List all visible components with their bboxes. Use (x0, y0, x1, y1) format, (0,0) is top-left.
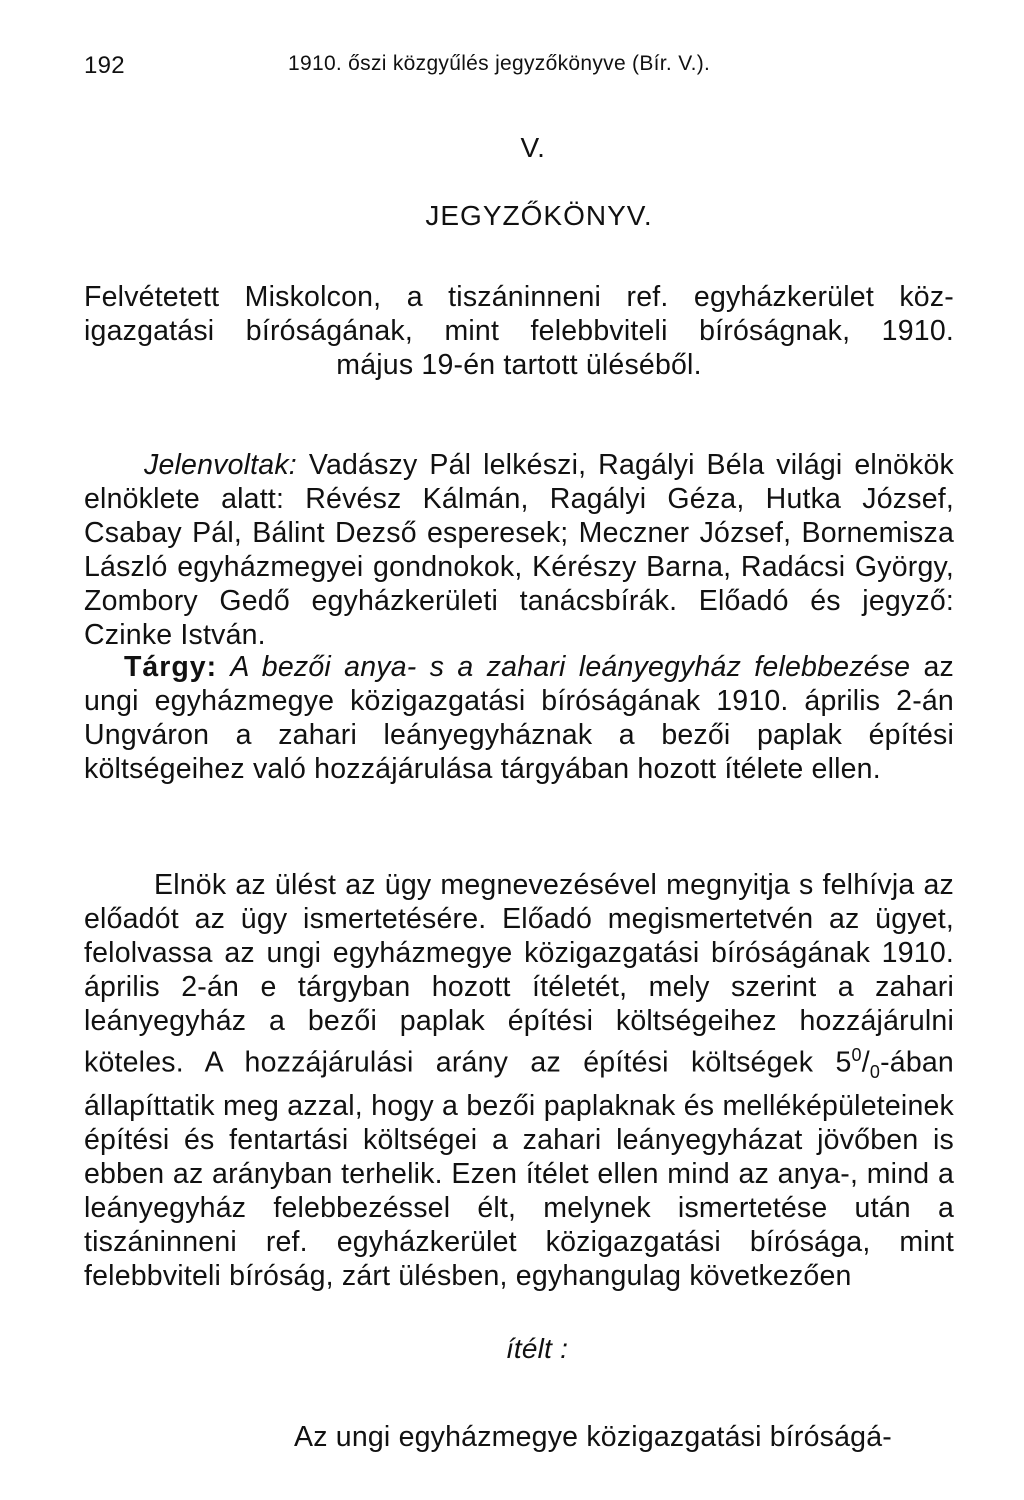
subject-paragraph (84, 650, 954, 786)
subject-label: Tárgy: (124, 651, 218, 683)
attendees-paragraph (84, 448, 954, 652)
attendees-label: Jelenvoltak: (144, 449, 297, 481)
verdict-heading: ítélt : (505, 1333, 569, 1364)
record-line: május 19-én tartott üléséből. (336, 349, 702, 381)
page-number: 192 (84, 52, 125, 79)
page-header (84, 52, 1024, 86)
proceedings-text-b: -ában állapíttatik meg azzal, hogy a bezői paplaknak és melléképületeinek építési és fentartási költségei a zahari leányegyházat jövőben is ebben az arányban terhelik. Ezen ítélet ellen mind az anya-, mind a leányegyház felebbezéssel élt, melynek ismertetése után a tiszáninneni ref. egyházkerület közigazgatási bírósága, mint felebbviteli bíróság, zárt ülésben, egyhangulag következően (84, 1046, 954, 1293)
running-head: 1910. őszi közgyűlés jegyzőkönyve (Bír. V.). (288, 52, 711, 75)
permille-slash: / (861, 1046, 870, 1079)
proceedings-text-a: Elnök az ülést az ügy megnevezésével megnyitja s felhívja az előadót az ügy ismertetésére. Előadó megismertetvén az ügyet, felolvassa az ungi egyházmegye közigazgatási bíróságának 1910. április 2-án e tárgyban hozott ítéletét, mely szerint a zahari leányegyház a bezői paplak építési költségeihez hozzájárulni köteles. A hozzájárulási arány az építési költségek 5 (84, 869, 954, 1079)
attendees-text: Vadászy Pál lelkészi, Ragályi Béla világi elnökök elnöklete alatt: Révész Kálmán, Ragályi Géza, Hutka József, Csabay Pál, Bálint Dezső esperesek; Meczner József, Bornemisza László egyházmegyei gondnokok, Kérészy Barna, Radácsi György, Zombory Gedő egyházkerületi tanácsbírák. Előadó és jegyző: Czinke István. (84, 449, 955, 651)
subject-italic-title: A bezői anya- s a zahari leányegyház felebbezése (230, 651, 911, 683)
permille-sub: 0 (869, 1062, 881, 1083)
record-line: igazgatási bíróságának, mint felebbviteli bíróságnak, 1910. (84, 315, 954, 347)
closing-line: Az ungi egyházmegye közigazgatási bíróságá- (294, 1421, 892, 1453)
document-title: JEGYZŐKÖNYV. (425, 200, 653, 231)
record-line: Felvétetett Miskolcon, a tiszáninneni ref. egyházkerület köz- (84, 281, 954, 313)
proceedings-paragraph (84, 868, 954, 1293)
section-number: V. (520, 132, 546, 163)
subject-text: az ungi egyházmegye közigazgatási bíróságának 1910. április 2-án Ungváron a zahari leányegyháznak a bezői paplak építési költségeihez való hozzájárulása tárgyában hozott ítélete ellen. (84, 651, 954, 785)
record-heading (84, 280, 954, 382)
permille-sup: 0 (851, 1045, 862, 1065)
